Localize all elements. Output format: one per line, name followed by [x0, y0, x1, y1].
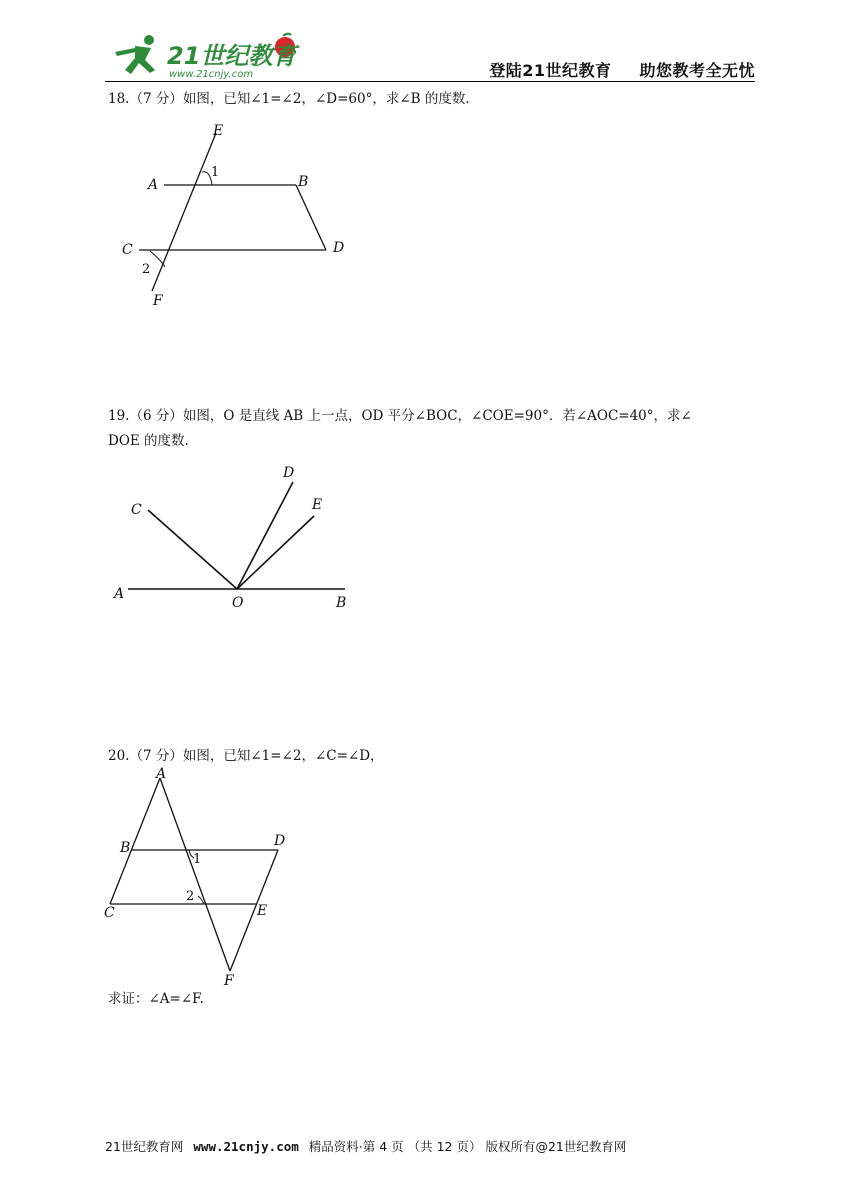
point-c-label: C	[104, 905, 115, 921]
question-18-figure	[110, 115, 370, 315]
point-f-label: F	[224, 973, 234, 989]
logo-url: www.21cnjy.com	[169, 69, 254, 80]
angle-1-label: 1	[193, 852, 202, 867]
point-f-label: F	[153, 293, 163, 309]
header-divider	[105, 81, 755, 82]
footer-page-info: 精品资料·第 4 页 （共 12 页） 版权所有@21世纪教育网	[308, 1139, 627, 1154]
angle-1-label: 1	[211, 165, 220, 180]
logo-title: 21世纪教育	[167, 42, 297, 70]
question-19-figure	[110, 462, 360, 622]
page-header	[105, 30, 755, 82]
question-20-figure	[100, 766, 300, 991]
point-b-label: B	[120, 840, 131, 856]
point-e-label: E	[213, 123, 224, 139]
point-b-label: B	[336, 595, 347, 611]
runner-icon	[115, 35, 155, 74]
point-a-label: A	[148, 177, 159, 193]
point-d-label: D	[274, 833, 286, 849]
angle-2-label: 2	[186, 889, 195, 904]
question-20-text: 20.（7 分）如图，已知∠1=∠2，∠C=∠D，	[108, 748, 384, 764]
point-e-label: E	[257, 903, 268, 919]
point-d-label: D	[283, 465, 295, 481]
footer-url-link[interactable]: www.21cnjy.com	[193, 1139, 299, 1154]
page-footer	[105, 1137, 626, 1155]
point-d-label: D	[333, 240, 345, 256]
point-c-label: C	[122, 242, 133, 258]
question-20-prove: 求证：∠A=∠F.	[108, 991, 204, 1007]
angle-2-label: 2	[142, 262, 151, 277]
point-e-label: E	[312, 497, 323, 513]
point-o-label: O	[232, 595, 244, 611]
logo	[105, 30, 305, 82]
footer-site: 21世纪教育网	[105, 1139, 184, 1154]
point-c-label: C	[131, 502, 142, 518]
question-19-text-line2: DOE 的度数.	[108, 433, 189, 449]
question-18-text: 18.（7 分）如图，已知∠1=∠2，∠D=60°，求∠B 的度数.	[108, 91, 470, 107]
slogan-right: 助您教考全无忧	[639, 61, 755, 80]
slogan-left: 登陆21世纪教育	[489, 61, 612, 80]
point-a-label: A	[114, 586, 125, 602]
header-slogan	[489, 58, 755, 81]
point-b-label: B	[298, 174, 309, 190]
question-19-text-line1: 19.（6 分）如图，O 是直线 AB 上一点，OD 平分∠BOC，∠COE=90°．若∠AOC=40°，求∠	[108, 408, 692, 424]
point-a-label: A	[156, 766, 167, 782]
